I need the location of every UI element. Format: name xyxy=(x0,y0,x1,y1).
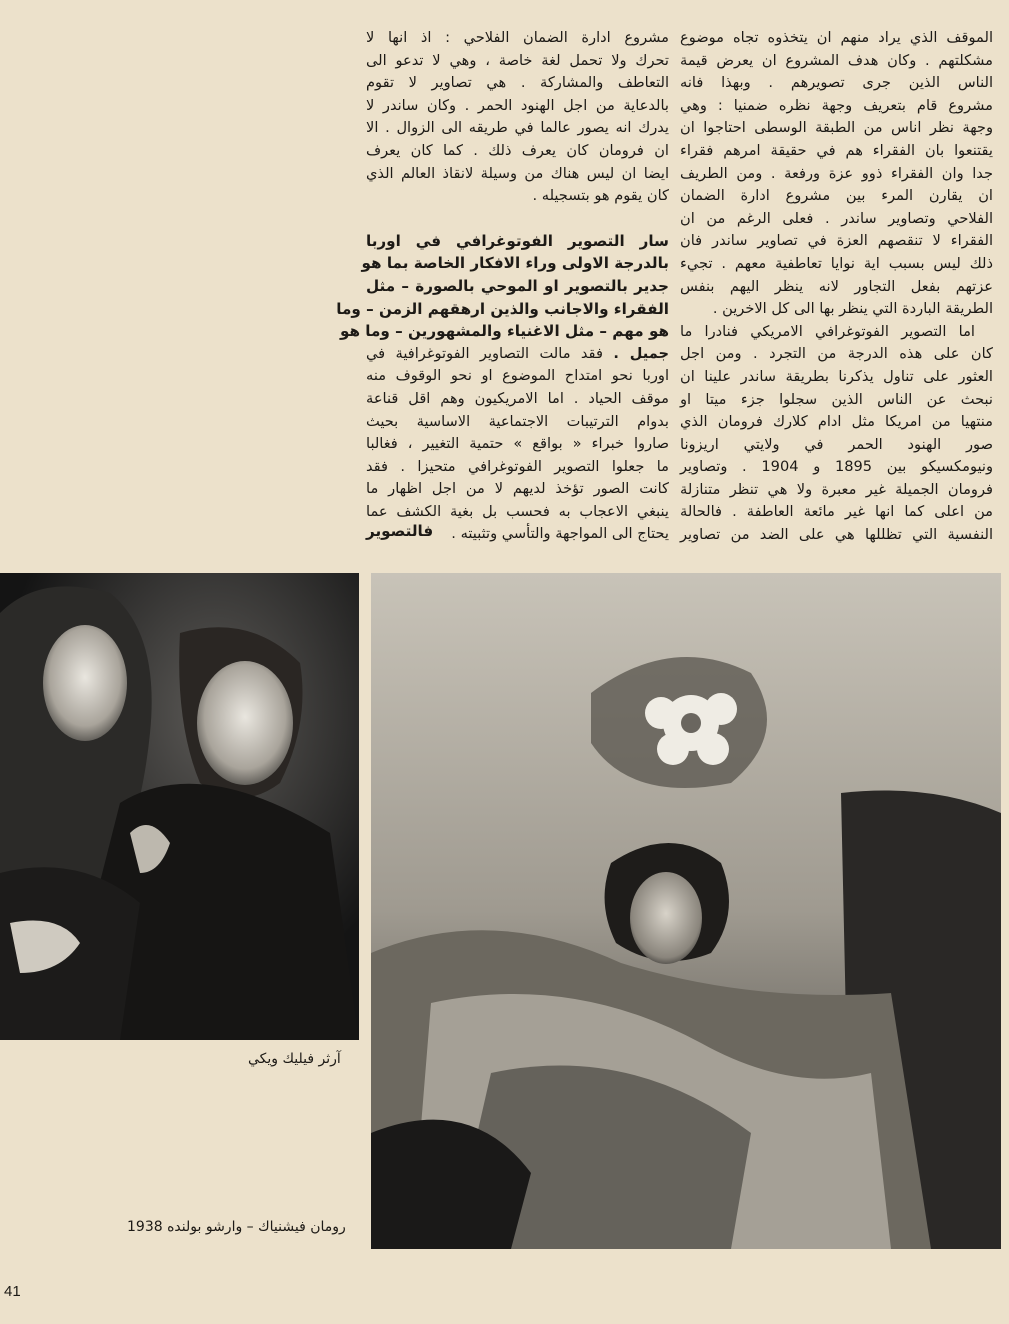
right-column-line: يقتنعوا بان الفقراء هم في حقيقة امرهم فقراء xyxy=(680,141,993,159)
left-column-line: بالدعاية من اجل الهنود الحمر . وكان ساندر لا xyxy=(366,96,669,114)
left-column-bold-paragraph xyxy=(336,230,669,343)
left-column-paragraph-1 xyxy=(366,27,669,208)
right-column-line: مشروع قام بتعريف وجهة نظره ضمنيا : وهي xyxy=(680,96,993,114)
left-text-column xyxy=(336,27,669,546)
page-number: 41 xyxy=(4,1283,21,1300)
right-column-line: الناس الذين جرى تصويرهم . وبهذا فانه xyxy=(680,74,993,92)
right-column-line: الموقف الذي يراد منهم ان يتخذوه تجاه موضوع xyxy=(680,29,993,46)
left-column-line: التعاطف والمشاركة . هي تصاوير لا تقوم xyxy=(366,74,669,92)
left-column-line: ما جعلوا التصوير الفوتوغرافي متحيزا . فقد xyxy=(366,457,669,475)
right-photo-image xyxy=(371,573,1001,1249)
right-column-line: العثور على تناول يذكرنا بطريقة ساندر علينا ان xyxy=(680,367,993,385)
left-column-bold-line: بالدرجة الاولى وراء الافكار الخاصة بما هو xyxy=(361,254,669,273)
left-column-line: اوربا نحو امتداح الموضوع او نحو الوقوف منه xyxy=(366,367,669,385)
right-column-line: ذلك ليس بسبب اية نوايا تعاطفية معهم . تجيء xyxy=(680,254,993,272)
left-column-line: بدوام الترتيبات الاجتماعية الاساسية بحيث xyxy=(366,412,669,430)
right-photo-caption: رومان فيشنياك – وارشو بولنده 1938 xyxy=(127,1219,346,1235)
left-column-line: صاروا خبراء « بواقع » حتمية التغيير ، فغالبا xyxy=(366,435,669,453)
left-photo-image xyxy=(0,573,359,1040)
right-column-line: وجهة نظر اناس من الطبقة الوسطى احتاجوا ان xyxy=(680,119,993,137)
right-column-line: فرومان الجميلة غير معبرة ولا هي تنظر متنازلة xyxy=(680,480,993,498)
right-column-line: اما التصوير الفوتوغرافي الامريكي فنادرا ما xyxy=(680,322,975,340)
right-photo-girl-in-bed xyxy=(371,573,1001,1249)
right-column-line: النفسية التي تظللها هي على الضد من تصاوير xyxy=(680,526,993,544)
left-column-last-bold-word: فالتصوير xyxy=(366,522,434,540)
left-column-line: يحتاج الى المواجهة والتأسي وتثبيته . xyxy=(451,525,669,543)
right-column-line: ان يقارن المرء بين مشروع ادارة الضمان xyxy=(680,187,993,205)
left-column-line: كانت الصور تؤخذ لديهم لا من اجل اظهار ما xyxy=(366,480,669,498)
right-column-line: الطريقة الباردة التي ينظر بها الى كل الاخرين . xyxy=(712,300,993,318)
right-column-line: عزتهم بفعل التجاور لانه ينظر اليهم بنفس xyxy=(680,277,993,295)
left-photo-woman-and-boy xyxy=(0,573,359,1040)
right-column-line: الفلاحي وتصاوير ساندر . فعلى الرغم من ان xyxy=(680,209,993,227)
right-column-line: كان على هذه الدرجة من التجرد . ومن اجل xyxy=(680,345,993,363)
right-column-line: صور الهنود الحمر في ولايتي اريزونا xyxy=(680,435,993,453)
right-column-line: جدا وان الفقراء ذوو عزة ورفعة . ومن الطريف xyxy=(680,164,993,182)
left-column-line: ينبغي الاعجاب به فحسب بل بغية الكشف عما xyxy=(366,502,669,520)
left-photo-caption: آرثر فيليك ويكي xyxy=(248,1051,341,1067)
left-column-mixed-line xyxy=(366,343,669,366)
left-column-line: كان يقوم هو بتسجيله . xyxy=(532,187,669,205)
right-column-line: من اعلى كما انها غير مائعة العاطفة . فالحالة xyxy=(680,503,993,521)
left-column-bold-line: سار التصوير الفوتوغرافي في اوربا xyxy=(366,231,669,250)
left-column-bold-line: هو مهم – مثل الاغنياء والمشهورين – وما هو xyxy=(339,322,669,341)
right-column-line: ونيومكسيكو بين 1895 و 1904 . وتصاوير xyxy=(680,458,993,476)
right-column-line: منتهيا من امريكا مثل ادام كلارك فرومان الذي xyxy=(680,413,993,431)
right-column-line: الفقراء لا تنقصهم العزة في تصاوير ساندر فان xyxy=(680,232,993,250)
right-column-line: نبحث عن الناس الذين سجلوا جزء ميتا او xyxy=(680,390,993,408)
mixed-line-bold: جميل . xyxy=(613,344,669,362)
mixed-line-rest: فقد مالت التصاوير الفوتوغرافية في xyxy=(366,344,603,362)
left-column-line: مشروع ادارة الضمان الفلاحي : اذ انها لا xyxy=(366,29,669,46)
left-column-bold-line: الفقراء والاجانب والذين ارهقهم الزمن – وما xyxy=(336,299,669,318)
left-column-line: ان فرومان كان يعرف ذلك . كما كان يعرف xyxy=(366,141,669,159)
right-text-column xyxy=(680,27,993,547)
left-column-line: يدرك انه يصور عالما في طريقه الى الزوال . الا xyxy=(366,119,669,137)
left-column-bold-line: جدير بالتصوير او الموحي بالصورة – مثل xyxy=(366,276,669,295)
left-column-line: موقف الحياد . اما الامريكيون وهم اقل قناعة xyxy=(366,389,669,407)
right-column-paragraph-1 xyxy=(680,27,993,321)
left-column-paragraph-2 xyxy=(366,365,669,546)
right-column-paragraph-2 xyxy=(680,321,993,547)
left-column-line: ايضا ان ليس هناك من وسيلة لانقاذ العالم الذي xyxy=(366,164,669,182)
left-column-line: تحرك ولا تحمل لغة خاصة ، وهي لا تدعو الى xyxy=(366,51,669,69)
right-column-line: مشكلتهم . وكان هدف المشروع ان يعرض قيمة xyxy=(680,51,993,69)
